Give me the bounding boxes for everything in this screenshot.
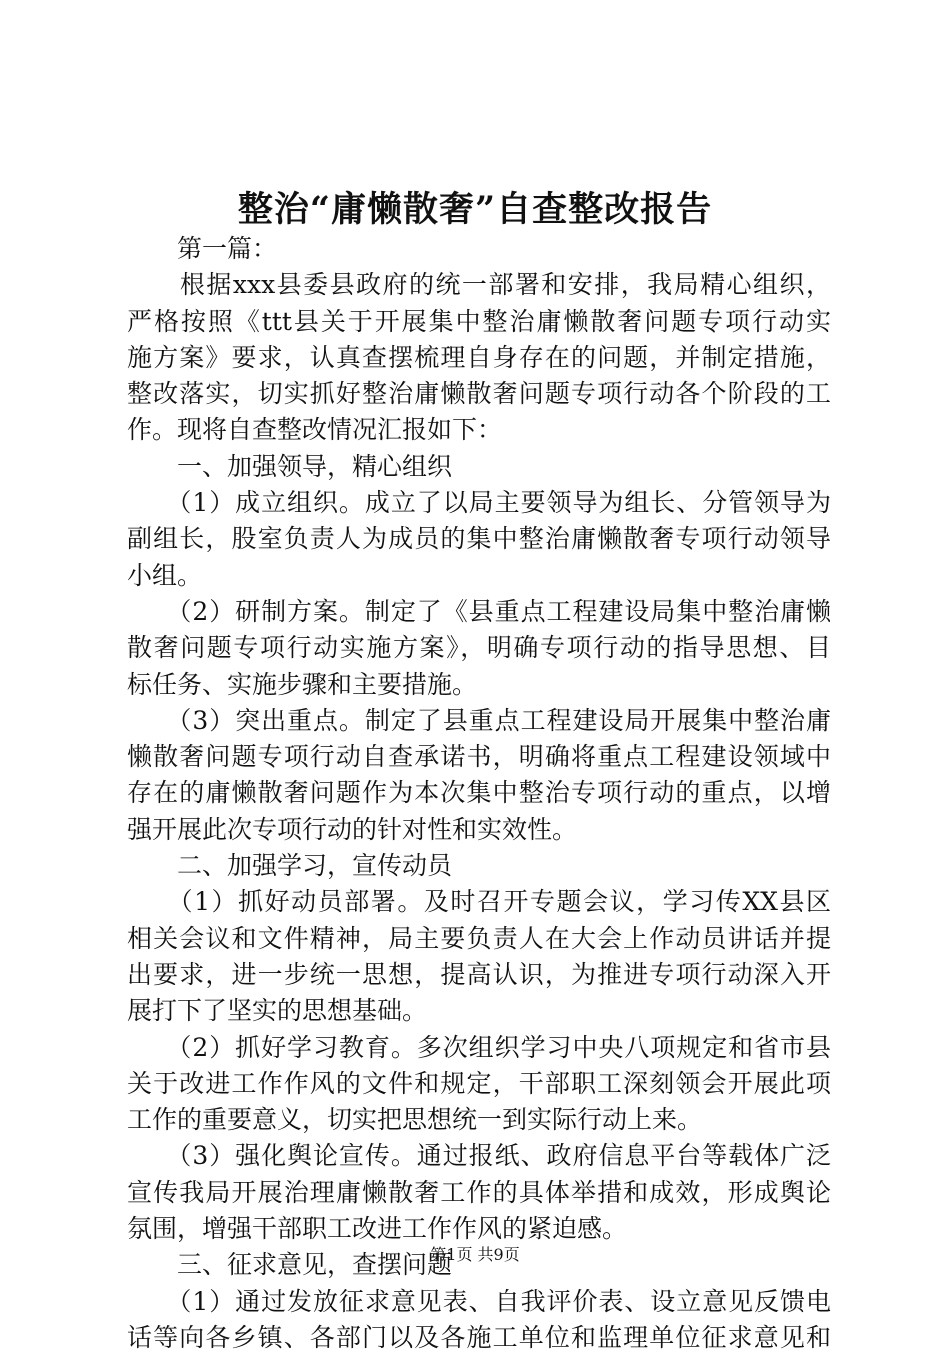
- body-line: 第一篇：: [127, 234, 278, 263]
- body-line: （2）抓好学习教育。多次组织学习中央八项规定和省市县: [127, 1032, 831, 1062]
- body-line: 宣传我局开展治理庸懒散奢工作的具体举措和成效，形成舆论: [127, 1177, 831, 1207]
- document-body: [127, 231, 831, 1356]
- body-line: 整改落实，切实抓好整治庸懒散奢问题专项行动各个阶段的工: [127, 379, 831, 409]
- body-line: 关于改进工作作风的文件和规定，干部职工深刻领会开展此项: [127, 1068, 831, 1098]
- body-line: 懒散奢问题专项行动自查承诺书，明确将重点工程建设领域中: [127, 742, 831, 772]
- body-line: （3）强化舆论宣传。通过报纸、政府信息平台等载体广泛: [127, 1141, 831, 1171]
- body-line: 存在的庸懒散奢问题作为本次集中整治专项行动的重点，以增: [127, 778, 831, 808]
- body-line: 副组长，股室负责人为成员的集中整治庸懒散奢专项行动领导: [127, 524, 831, 554]
- body-line: （1）成立组织。成立了以局主要领导为组长、分管领导为: [127, 488, 831, 518]
- body-line: 氛围，增强干部职工改进工作作风的紧迫感。: [127, 1214, 628, 1244]
- body-line: 散奢问题专项行动实施方案》，明确专项行动的指导思想、目: [127, 633, 831, 663]
- body-line: （1）抓好动员部署。及时召开专题会议，学习传XX县区: [127, 887, 831, 917]
- body-line: 话等向各乡镇、各部门以及各施工单位和监理单位征求意见和: [127, 1322, 831, 1352]
- body-line: 作。现将自查整改情况汇报如下：: [127, 415, 503, 445]
- body-line: 三、征求意见，查摆问题: [127, 1250, 453, 1280]
- body-line: 相关会议和文件精神，局主要负责人在大会上作动员讲话并提: [127, 923, 831, 953]
- body-line: （3）突出重点。制定了县重点工程建设局开展集中整治庸: [127, 705, 831, 735]
- body-line: 施方案》要求，认真查摆梳理自身存在的问题，并制定措施，: [127, 342, 831, 372]
- body-line: （1）通过发放征求意见表、自我评价表、设立意见反馈电: [127, 1286, 831, 1316]
- body-line: 工作的重要意义，切实把思想统一到实际行动上来。: [127, 1105, 703, 1135]
- body-line: 二、加强学习，宣传动员: [127, 851, 453, 881]
- body-line: 严格按照《ttt县关于开展集中整治庸懒散奢问题专项行动实: [127, 306, 831, 336]
- body-line: 标任务、实施步骤和主要措施。: [127, 669, 478, 699]
- body-line: （2）研制方案。制定了《县重点工程建设局集中整治庸懒: [127, 596, 831, 626]
- body-line: 小组。: [127, 560, 203, 590]
- body-line: 强开展此次专项行动的针对性和实效性。: [127, 814, 578, 844]
- body-line: 出要求，进一步统一思想，提高认识，为推进专项行动深入开: [127, 959, 831, 989]
- body-line: 展打下了坚实的思想基础。: [127, 996, 428, 1026]
- page-footer: 第1页 共9页: [430, 1245, 520, 1264]
- body-line: 根据xxx县委县政府的统一部署和安排，我局精心组织，: [127, 270, 831, 300]
- document-title: 整治“庸懒散奢”自查整改报告: [237, 189, 713, 230]
- body-line: 一、加强领导，精心组织: [127, 451, 453, 481]
